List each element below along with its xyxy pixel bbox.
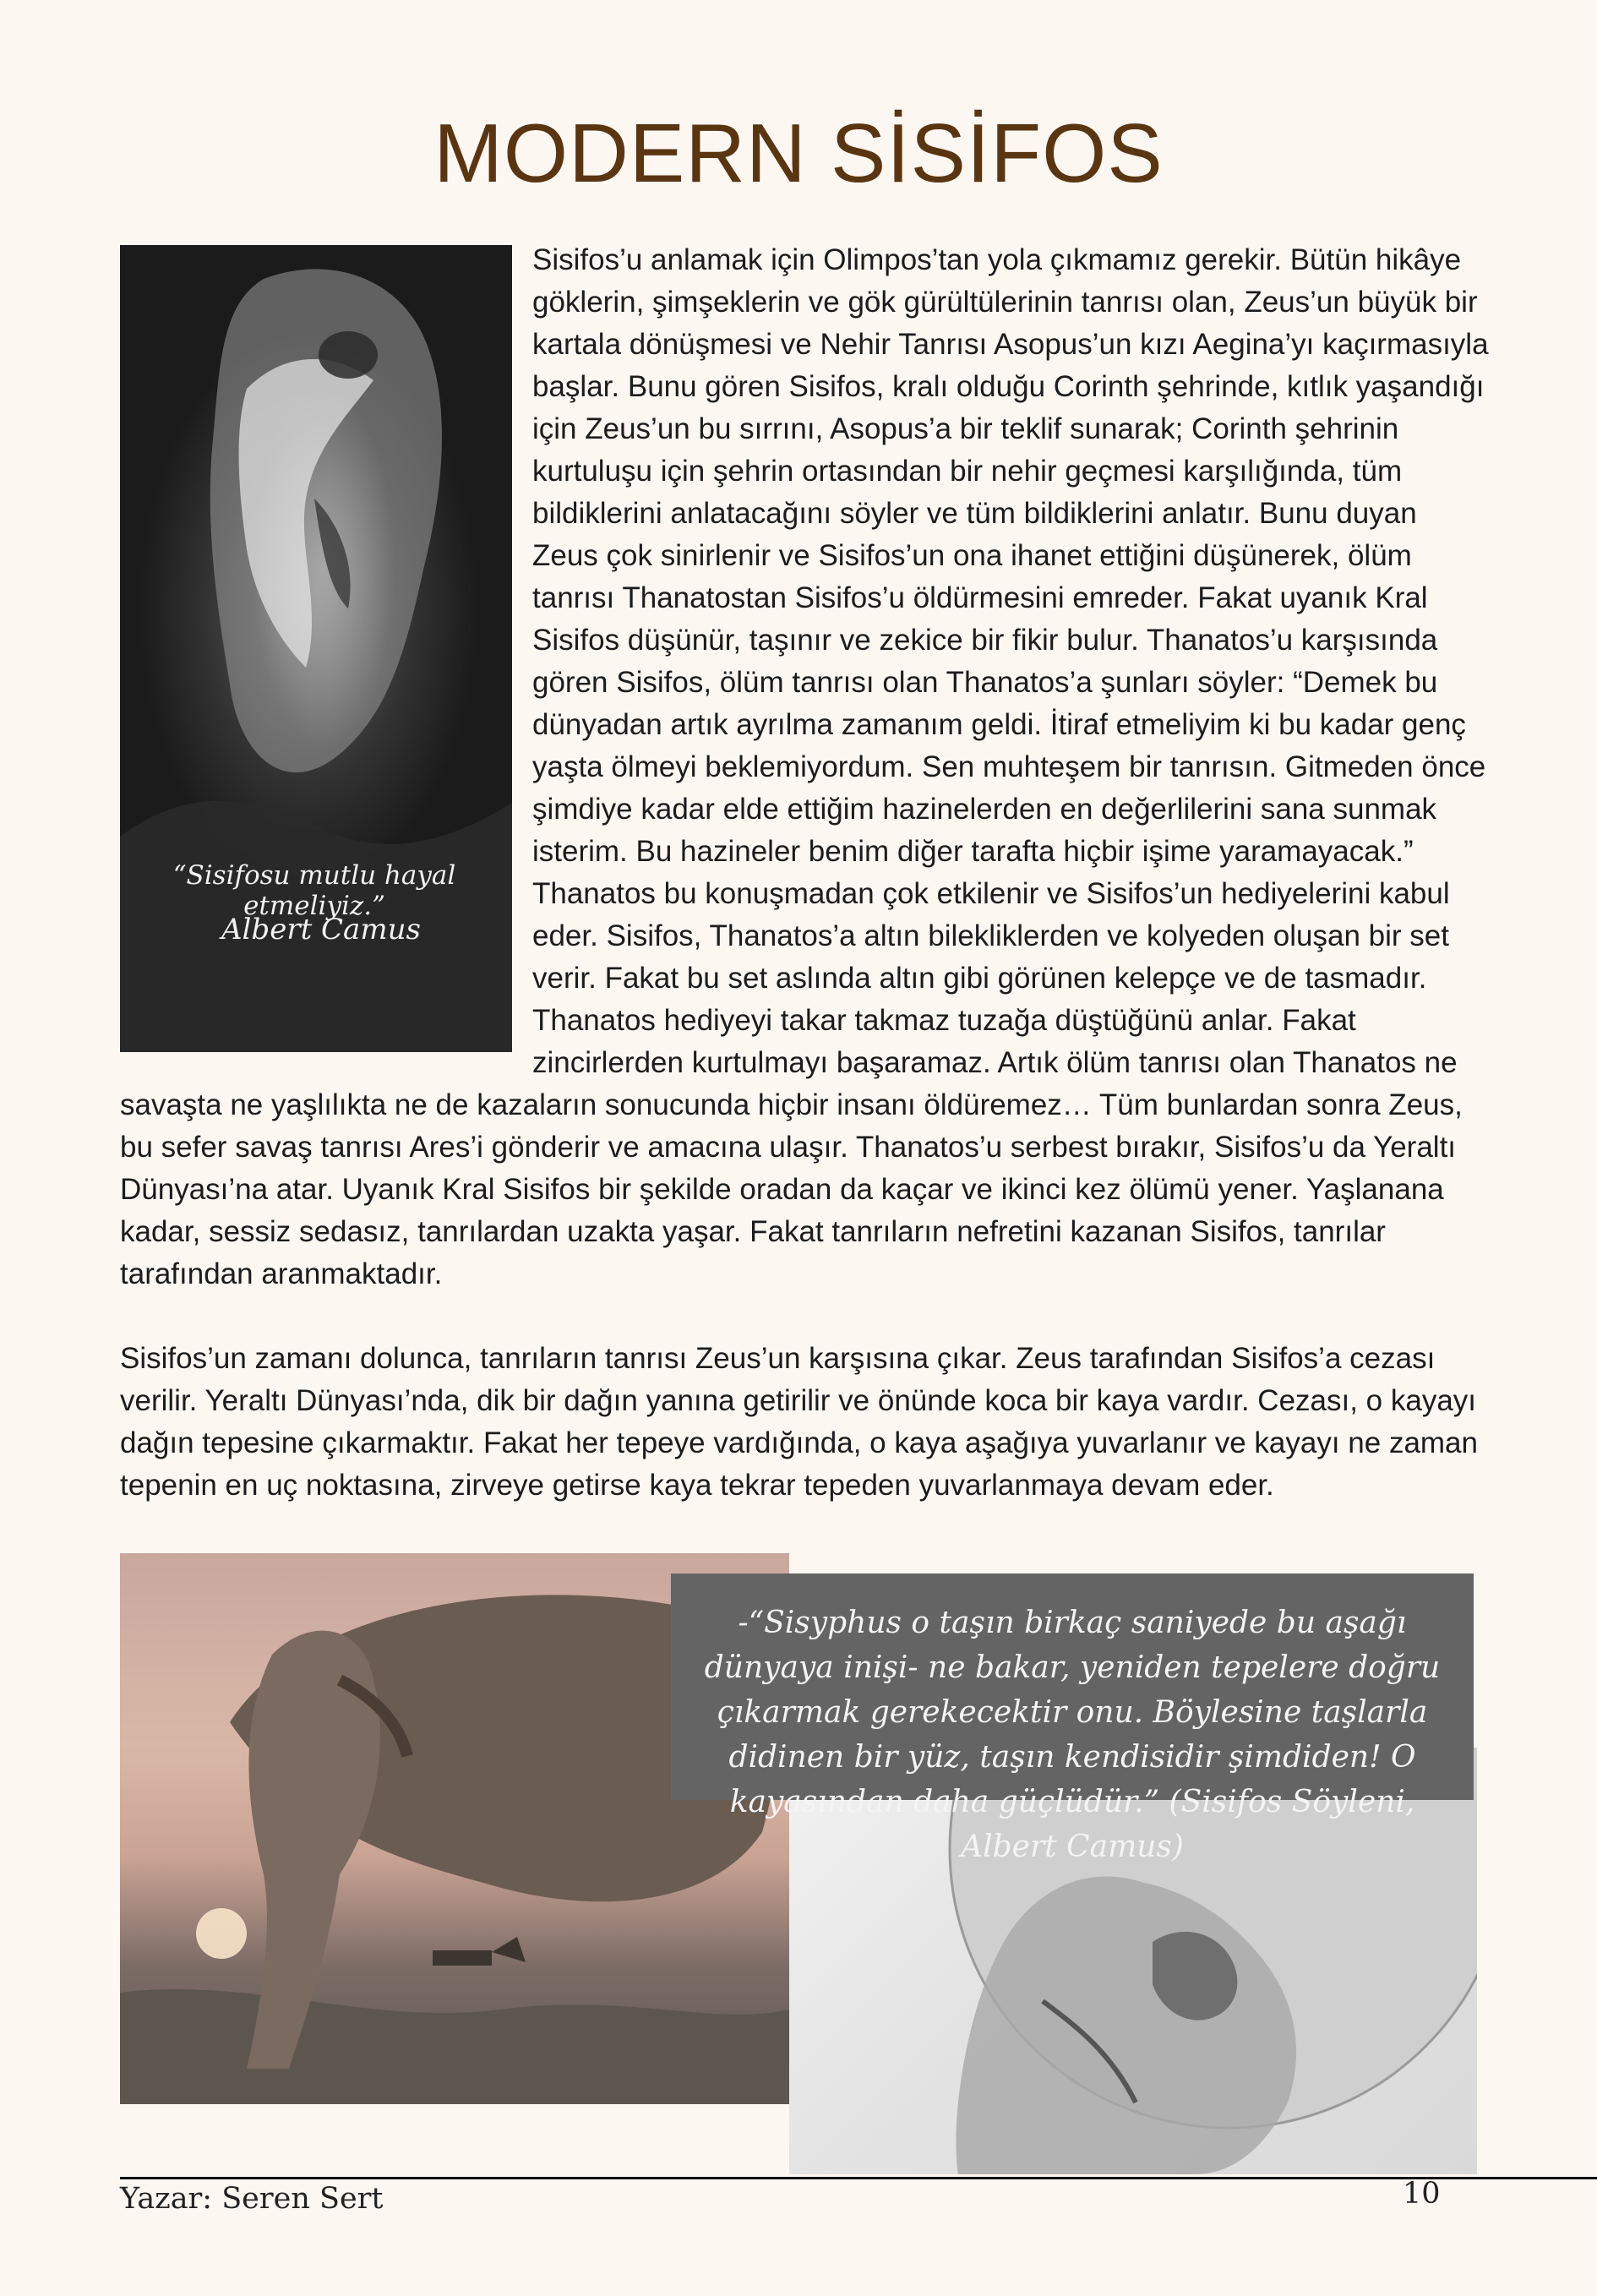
collage-signature: Albert Camus <box>221 913 421 946</box>
article-paragraph-2: Sisifos’un zamanı dolunca, tanrıların tanrısı Zeus’un karşısına çıkar. Zeus tarafından Sisifos’a cezası verilir. Yeraltı Dünyası’nda, dik bir dağın yanına getirilir ve önünde koca bir kaya vardır. Cezası, o kayayı dağın tepesine çıkarmaktır. Fakat her tepeye vardığında, o kaya aşağıya yuvarlanır ve kayayı ne zaman tepenin en uç noktasına, zirveye getirse kaya tekrar tepeden yuvarlanmaya devam eder. <box>120 1342 1478 1502</box>
article-body-main <box>120 239 1491 1295</box>
footer-divider <box>120 2177 1597 2179</box>
page-number: 10 <box>1403 2177 1441 2211</box>
footer-author: Yazar: Seren Sert <box>120 2182 384 2216</box>
collage-quote: “Sisifosu mutlu hayal etmeliyiz.” <box>172 860 456 921</box>
camus-quote-box: -“Sisyphus o taşın birkaç saniyede bu aşağı dünyaya inişi- ne bakar, yeniden tepelere doğru çıkarmak gerekecektir onu. Böylesine taşlarla didinen bir yüz, taşın kendisidir şimdiden! O kayasından daha güçlüdür.” (Sisifos Söyleni, Albert Camus) <box>671 1573 1474 1800</box>
article-paragraph-1: Sisifos’u anlamak için Olimpos’tan yola çıkmamız gerekir. Bütün hikâye göklerin, şimşeklerin ve gök gürültülerinin tanrısı olan, Zeus’un büyük bir kartala dönüşmesi ve Nehir Tanrısı Asopus’un kızı Aegina’yı kaçırmasıyla başlar. Bunu gören Sisifos, kralı olduğu Corinth şehrinde, kıtlık yaşandığı için Zeus’un bu sırrını, Asopus’a bir teklif sunarak; Corinth şehrinin kurtuluşu için şehrin ortasından bir nehir geçmesi karşılığında, tüm bildiklerini anlatacağını söyler ve tüm bildiklerini anlatır. Bunu duyan Zeus çok sinirlenir ve Sisifos’un ona ihanet ettiğini düşünerek, ölüm tanrısı Thanatostan Sisifos’u öldürmesini emreder. Fakat uyanık Kral Sisifos düşünür, taşınır ve zekice bir fikir bulur. Thanatos’u karşısında gören Sisifos, ölüm tanrısı olan Thanatos’a şunları söyler: “Demek bu dünyadan artık ayrılma zamanım geldi. İtiraf etmeliyim ki bu kadar genç yaşta ölmeyi beklemiyordum. Sen muhteşem bir tanrısın. Gitmeden önce şimdiye kadar elde ettiğim hazinelerden en değerlilerini sana sunmak isterim. Bu hazineler benim diğer tarafta hiçbir işime yaramayacak.” Thanatos bu konuşmadan çok etkilenir ve Sisifos’un hediyelerini kabul eder. Sisifos, Thanatos’a altın bilekliklerden ve kolyeden oluşan bir set verir. Fakat bu set aslında altın gibi görünen kelepçe ve de tasmadır. Thanatos hediyeyi takar takmaz tuzağa düştüğünü anlar. Fakat zincirlerden kurtulmayı başaramaz. Artık ölüm tanrısı olan Thanatos ne savaşta ne yaşlılıkta ne de kazaların sonucunda hiçbir insanı öldüremez… Tüm bunlardan sonra Zeus, bu sefer savaş tanrısı Ares’i gönderir ve amacına ulaşır. Thanatos’u serbest bırakır, Sisifos’u da Yeraltı Dünyası’na atar. Uyanık Kral Sisifos bir şekilde oradan da kaçar ve ikinci kez ölümü yener. Yaşlanana kadar, sessiz sedasız, tanrılardan uzakta yaşar. Fakat tanrıların nefretini kazanan Sisifos, tanrılar tarafından aranmaktadır. <box>120 243 1489 1290</box>
page-title: MODERN SİSİFOS <box>433 106 1164 199</box>
image-text-wrap-spacer <box>120 239 532 1063</box>
